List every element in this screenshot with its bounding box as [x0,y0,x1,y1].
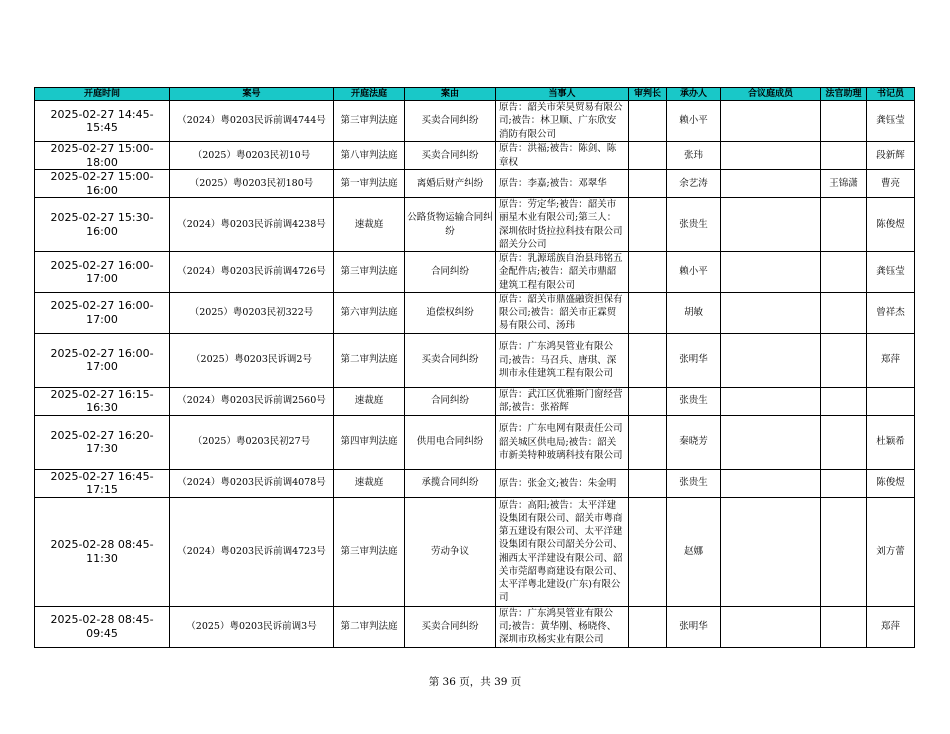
cell-panel-members [721,606,821,647]
cell-parties: 原告：韶关市荣昊贸易有限公司;被告：林卫顺、广东欣安消防有限公司 [496,101,629,142]
cell-hearing-time: 2025-02-27 15:00-18:00 [35,142,170,170]
cell-chief-judge [629,387,667,415]
cell-hearing-time: 2025-02-27 14:45-15:45 [35,101,170,142]
cell-panel-members [721,293,821,334]
cell-clerk: 刘方蕾 [867,497,915,606]
cell-clerk: 曾祥杰 [867,293,915,334]
cell-panel-members [721,387,821,415]
cell-clerk: 陈俊煜 [867,198,915,252]
cell-clerk: 龚钰莹 [867,252,915,293]
cell-clerk [867,387,915,415]
cell-clerk: 郑萍 [867,606,915,647]
cell-judge-assistant [821,387,867,415]
cell-case-number: （2025）粤0203民初180号 [170,170,334,198]
cell-handler: 张玮 [667,142,721,170]
cell-case-number: （2025）粤0203民初322号 [170,293,334,334]
cell-courtroom: 速裁庭 [334,469,405,497]
cell-parties: 原告：李嘉;被告：邓翠华 [496,170,629,198]
cell-cause: 供用电合同纠纷 [405,415,496,469]
cell-parties: 原告：洪福;被告：陈剑、陈章权 [496,142,629,170]
cell-judge-assistant [821,293,867,334]
header-chief-judge: 审判长 [629,88,667,101]
cell-cause: 合同纠纷 [405,387,496,415]
cell-chief-judge [629,333,667,387]
cell-case-number: （2024）粤0203民诉前调4726号 [170,252,334,293]
cell-hearing-time: 2025-02-28 08:45-11:30 [35,497,170,606]
cell-case-number: （2025）粤0203民初10号 [170,142,334,170]
cell-handler: 余艺涛 [667,170,721,198]
header-parties: 当事人 [496,88,629,101]
cell-case-number: （2024）粤0203民诉前调2560号 [170,387,334,415]
cell-panel-members [721,497,821,606]
cell-courtroom: 第四审判法庭 [334,415,405,469]
cell-cause: 合同纠纷 [405,252,496,293]
cell-parties: 原告：广东鸿昊管业有限公司;被告：马召兵、唐琪、深圳市永佳建筑工程有限公司 [496,333,629,387]
cell-case-number: （2024）粤0203民诉前调4744号 [170,101,334,142]
header-clerk: 书记员 [867,88,915,101]
cell-courtroom: 第三审判法庭 [334,252,405,293]
cell-courtroom: 第八审判法庭 [334,142,405,170]
cell-case-number: （2024）粤0203民诉前调4238号 [170,198,334,252]
cell-cause: 买卖合同纠纷 [405,101,496,142]
cell-judge-assistant [821,497,867,606]
cell-cause: 买卖合同纠纷 [405,142,496,170]
cell-parties: 原告：乳源瑶族自治县玮铭五金配件店;被告：韶关市鼎韶建筑工程有限公司 [496,252,629,293]
header-hearing-time: 开庭时间 [35,88,170,101]
cell-handler: 赖小平 [667,252,721,293]
cell-hearing-time: 2025-02-27 16:00-17:00 [35,333,170,387]
cell-chief-judge [629,293,667,334]
cell-courtroom: 第二审判法庭 [334,333,405,387]
cell-judge-assistant [821,415,867,469]
cell-chief-judge [629,101,667,142]
cell-cause: 买卖合同纠纷 [405,606,496,647]
cell-cause: 离婚后财产纠纷 [405,170,496,198]
cell-panel-members [721,415,821,469]
cell-hearing-time: 2025-02-28 08:45-09:45 [35,606,170,647]
cell-panel-members [721,333,821,387]
cell-judge-assistant [821,469,867,497]
header-courtroom: 开庭法庭 [334,88,405,101]
table-row [35,469,915,497]
cell-panel-members [721,101,821,142]
cell-clerk: 段新辉 [867,142,915,170]
cell-handler: 赖小平 [667,101,721,142]
cell-hearing-time: 2025-02-27 16:15-16:30 [35,387,170,415]
table-row [35,333,915,387]
cell-parties: 原告：张金文;被告：朱金明 [496,469,629,497]
header-handler: 承办人 [667,88,721,101]
cell-handler: 张明华 [667,606,721,647]
header-cause: 案由 [405,88,496,101]
cell-handler: 张贵生 [667,387,721,415]
cell-judge-assistant [821,142,867,170]
cell-courtroom: 速裁庭 [334,387,405,415]
cell-handler: 张明华 [667,333,721,387]
hearing-schedule-table [34,87,915,648]
cell-handler: 胡敏 [667,293,721,334]
table-row [35,293,915,334]
table-row [35,198,915,252]
cell-courtroom: 第二审判法庭 [334,606,405,647]
cell-clerk: 曹亮 [867,170,915,198]
cell-judge-assistant [821,101,867,142]
cell-parties: 原告：广东鸿昊管业有限公司;被告：黄华刚、杨晓佟、深圳市玖杨实业有限公司 [496,606,629,647]
header-case-number: 案号 [170,88,334,101]
header-judge-assistant: 法官助理 [821,88,867,101]
cell-panel-members [721,252,821,293]
table-row [35,497,915,606]
cell-clerk: 陈俊煜 [867,469,915,497]
cell-chief-judge [629,170,667,198]
cell-handler: 赵娜 [667,497,721,606]
cell-panel-members [721,142,821,170]
table-row [35,252,915,293]
cell-parties: 原告：武江区优雅斯门窗经营部;被告：张裕辉 [496,387,629,415]
cell-cause: 承揽合同纠纷 [405,469,496,497]
cell-hearing-time: 2025-02-27 15:00-16:00 [35,170,170,198]
cell-courtroom: 第三审判法庭 [334,101,405,142]
cell-case-number: （2025）粤0203民诉调2号 [170,333,334,387]
cell-parties: 原告：高阳;被告：太平洋建设集团有限公司、韶关市粤商第五建设有限公司、太平洋建设集团有限公司韶关分公司、湘西太平洋建设有限公司、韶关市莞韶粤商建设有限公司、太平洋粤北建设(广东)有限公司 [496,497,629,606]
cell-panel-members [721,170,821,198]
cell-handler: 张贵生 [667,469,721,497]
cell-parties: 原告：广东电网有限责任公司韶关城区供电局;被告：韶关市新美特种玻璃科技有限公司 [496,415,629,469]
cell-hearing-time: 2025-02-27 16:00-17:00 [35,252,170,293]
cell-judge-assistant [821,198,867,252]
cell-clerk: 郑萍 [867,333,915,387]
table-row [35,142,915,170]
cell-clerk: 杜颖希 [867,415,915,469]
cell-courtroom: 第一审判法庭 [334,170,405,198]
page-number: 第 36 页，共 39 页 [428,676,522,688]
cell-handler: 秦晓芳 [667,415,721,469]
cell-courtroom: 速裁庭 [334,198,405,252]
cell-chief-judge [629,415,667,469]
cell-hearing-time: 2025-02-27 15:30-16:00 [35,198,170,252]
cell-judge-assistant [821,252,867,293]
table-row [35,606,915,647]
header-panel-members: 合议庭成员 [721,88,821,101]
table-header-row [35,88,915,101]
cell-judge-assistant [821,333,867,387]
cell-chief-judge [629,497,667,606]
cell-chief-judge [629,198,667,252]
cell-parties: 原告：劳定华;被告：韶关市丽星木业有限公司;第三人：深圳依时货拉拉科技有限公司韶关分公司 [496,198,629,252]
table-row [35,170,915,198]
cell-cause: 追偿权纠纷 [405,293,496,334]
cell-cause: 劳动争议 [405,497,496,606]
cell-courtroom: 第六审判法庭 [334,293,405,334]
cell-case-number: （2024）粤0203民诉前调4078号 [170,469,334,497]
cell-judge-assistant [821,606,867,647]
table-row [35,101,915,142]
cell-handler: 张贵生 [667,198,721,252]
cell-hearing-time: 2025-02-27 16:45-17:15 [35,469,170,497]
cell-hearing-time: 2025-02-27 16:20-17:30 [35,415,170,469]
cell-panel-members [721,198,821,252]
cell-clerk: 龚钰莹 [867,101,915,142]
cell-chief-judge [629,142,667,170]
cell-panel-members [721,469,821,497]
cell-case-number: （2024）粤0203民诉前调4723号 [170,497,334,606]
cell-courtroom: 第三审判法庭 [334,497,405,606]
cell-case-number: （2025）粤0203民诉前调3号 [170,606,334,647]
cell-cause: 公路货物运输合同纠纷 [405,198,496,252]
cell-hearing-time: 2025-02-27 16:00-17:00 [35,293,170,334]
cell-cause: 买卖合同纠纷 [405,333,496,387]
cell-chief-judge [629,469,667,497]
cell-chief-judge [629,606,667,647]
cell-chief-judge [629,252,667,293]
cell-case-number: （2025）粤0203民初27号 [170,415,334,469]
cell-judge-assistant: 王锦潇 [821,170,867,198]
table-row [35,415,915,469]
table-row [35,387,915,415]
cell-parties: 原告：韶关市鼎盛融资担保有限公司;被告：韶关市正霖贸易有限公司、汤玮 [496,293,629,334]
